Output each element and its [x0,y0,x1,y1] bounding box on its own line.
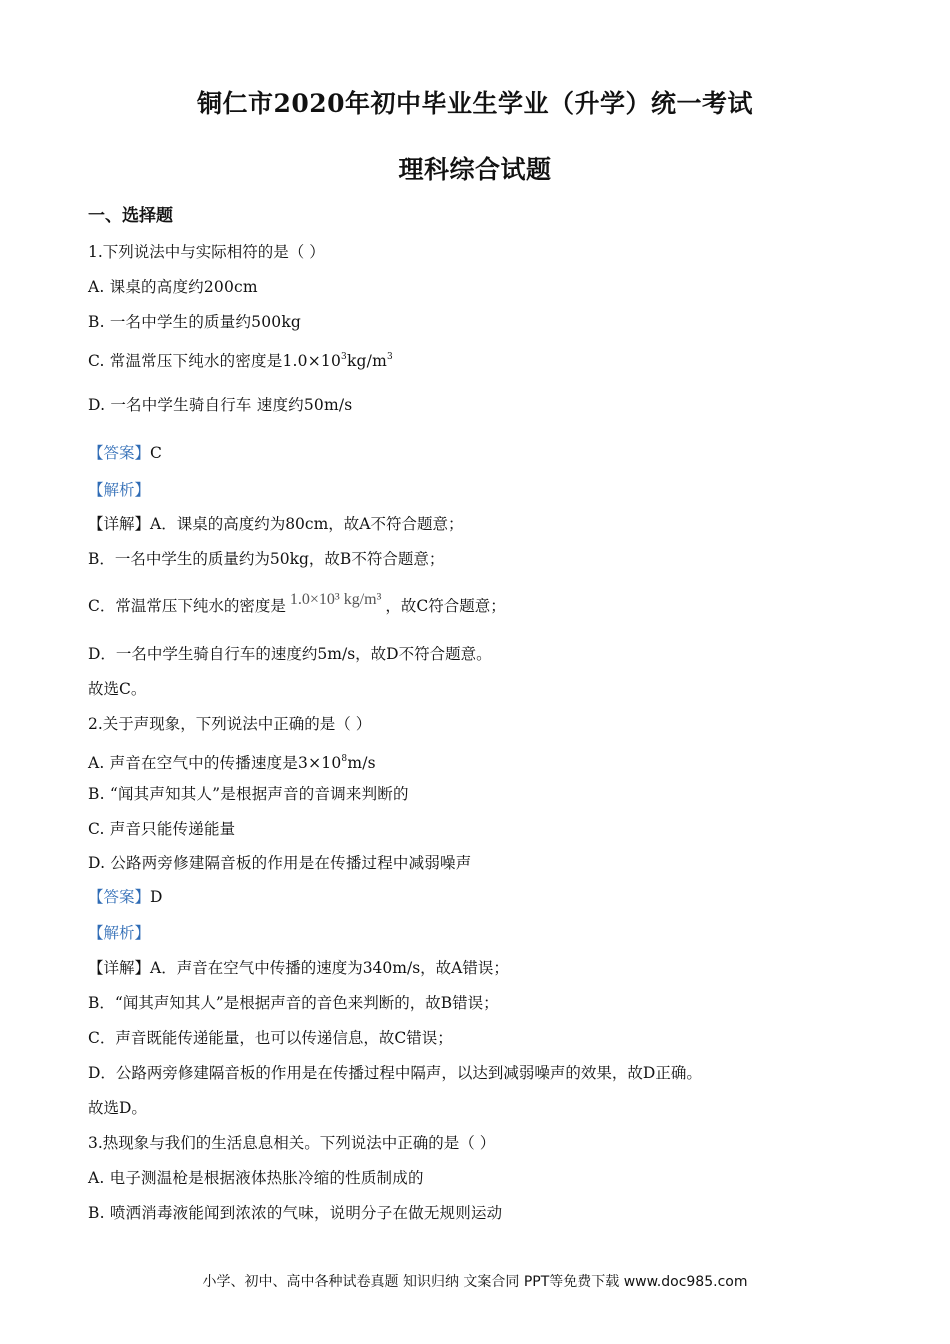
q1-option-c [88,347,393,371]
exam-subtitle: 理科综合试题 [398,155,552,184]
q1-detail-d: D．一名中学生骑自行车的速度约5m/s，故D不符合题意。 [88,645,492,663]
q2-analysis-label: 【解析】 [88,924,151,942]
q1-conclusion: 故选C。 [88,680,147,698]
q1-option-c-text: C. 常温常压下纯水的密度是1.0×10 [88,352,342,370]
q2-option-a-text: A. 声音在空气中的传播速度是3×10 [88,754,342,772]
page-footer: 小学、初中、高中各种试卷真题 知识归纳 文案合同 PPT等免费下载 www.doc985.com [202,1274,748,1290]
q2-answer-value: D [150,888,163,906]
q1-option-a: A. 课桌的高度约200cm [88,278,258,296]
q2-answer [88,887,162,907]
q1-detail-a: 【详解】A．课桌的高度约为80cm，故A不符合题意； [88,515,464,533]
q1-analysis-label: 【解析】 [88,481,151,499]
q2-option-b: B. “闻其声知其人”是根据声音的音调来判断的 [88,785,409,803]
q2-option-a [88,749,376,773]
q1-detail-c-text: C．常温常压下纯水的密度是 [88,597,286,615]
q3-option-b: B. 喷洒消毒液能闻到浓浓的气味，说明分子在做无规则运动 [88,1204,503,1222]
q2-option-c: C. 声音只能传递能量 [88,820,236,838]
q1-detail-c-tail: ，故C符合题意； [385,597,506,615]
q2-option-a-unit: m/s [347,754,376,772]
q2-stem: 2.关于声现象，下列说法中正确的是（ ） [88,715,372,733]
q1-option-b: B. 一名中学生的质量约500kg [88,313,302,331]
q2-detail-b: B．“闻其声知其人”是根据声音的音色来判断的，故B错误； [88,994,499,1012]
q3-stem: 3.热现象与我们的生活息息相关。下列说法中正确的是（ ） [88,1134,496,1152]
q1-option-c-unit: kg/m [346,352,388,370]
q1-detail-b: B．一名中学生的质量约为50kg，故B不符合题意； [88,550,445,568]
exam-title: 铜仁市2020年初中毕业生学业（升学）统一考试 [196,89,754,118]
q2-answer-label: 【答案】 [88,888,151,906]
q1-detail-c [88,591,506,617]
q1-option-d: D. 一名中学生骑自行车 速度约50m/s [88,396,353,414]
q1-answer-value: C [150,444,162,462]
q2-option-d: D. 公路两旁修建隔音板的作用是在传播过程中减弱噪声 [88,854,472,872]
q2-option-a-exponent: 8 [341,754,348,764]
q3-option-a: A. 电子测温枪是根据液体热胀冷缩的性质制成的 [88,1169,424,1187]
q1-option-c-unit-exponent: 3 [387,352,393,362]
q1-answer-label: 【答案】 [88,444,151,462]
section-heading: 一、选择题 [88,206,173,226]
q2-detail-a: 【详解】A．声音在空气中传播的速度为340m/s，故A错误； [88,959,509,977]
q2-conclusion: 故选D。 [88,1099,147,1117]
q1-stem: 1.下列说法中与实际相符的是（ ） [88,243,325,261]
q1-detail-c-formula: 1.0×10³ kg/m³ [289,591,382,608]
q2-detail-c: C．声音既能传递能量，也可以传递信息，故C错误； [88,1029,453,1047]
q1-answer [88,443,162,463]
q2-detail-d: D．公路两旁修建隔音板的作用是在传播过程中隔声，以达到减弱噪声的效果，故D正确。 [88,1064,702,1082]
q1-option-c-exponent: 3 [341,352,347,362]
